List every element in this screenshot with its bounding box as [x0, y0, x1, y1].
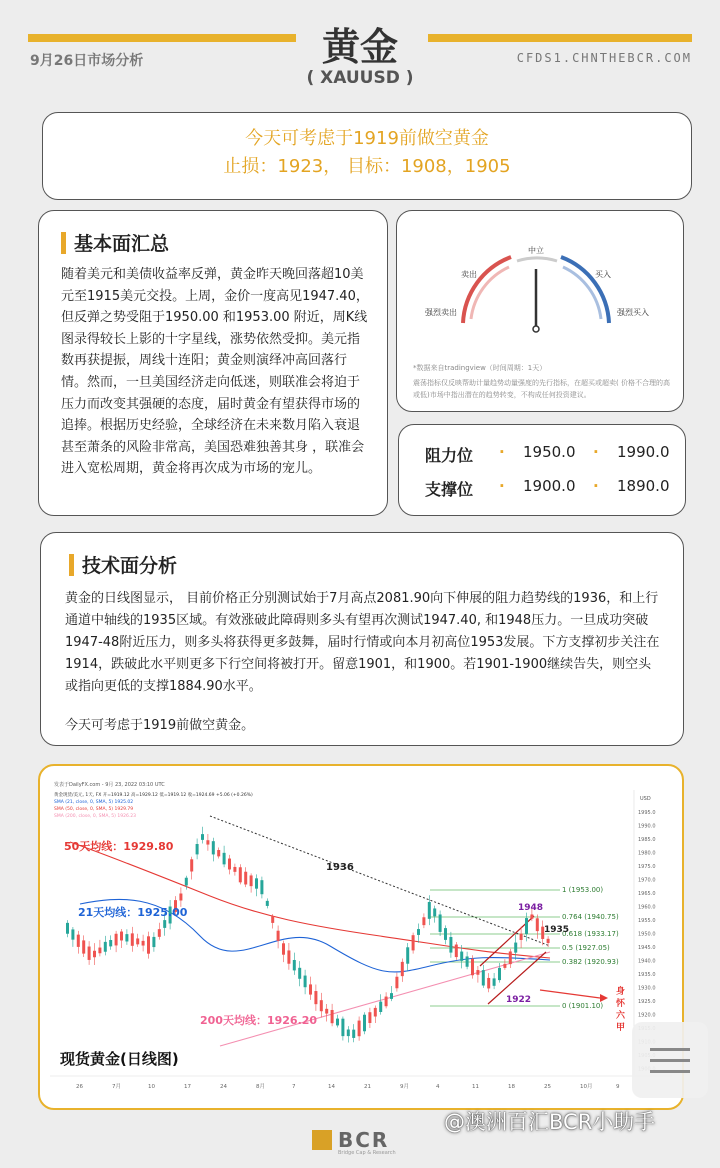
ma200-label: 200天均线：1926.20 [200, 1014, 318, 1027]
x-tick-label: 7 [292, 1084, 296, 1090]
technical-card [40, 532, 684, 746]
watermark: @澳洲百汇BCR小助手 [444, 1110, 656, 1134]
resistance-label: 阻力位 [425, 446, 474, 465]
candle [487, 978, 490, 988]
resistance-2: 1990.0 [617, 443, 670, 461]
candle [196, 844, 199, 854]
x-tick-label: 14 [328, 1084, 335, 1090]
strategy-line-1: 今天可考虑于1919前做空黄金 [245, 128, 489, 149]
x-tick-label: 10月 [580, 1084, 593, 1090]
menu-button[interactable] [632, 1022, 708, 1098]
gauge-source-note: *数据来自tradingview（时间周期：1天） [413, 364, 547, 372]
candle [217, 850, 220, 856]
x-tick-label: 18 [508, 1084, 515, 1090]
x-tick-label: 11 [472, 1084, 479, 1090]
candle [520, 934, 523, 940]
candle [406, 947, 409, 963]
candle [482, 970, 485, 985]
candle [266, 901, 269, 906]
candle [66, 923, 69, 934]
dot-icon: · [499, 477, 505, 495]
forecast-arrow [540, 990, 600, 998]
menu-line-icon [650, 1059, 690, 1062]
support-row [399, 477, 687, 507]
page-subtitle: ( XAUUSD ) [306, 68, 414, 88]
x-tick-label: 7月 [112, 1084, 121, 1090]
bcr-logo-icon [312, 1130, 332, 1150]
candle [136, 938, 139, 944]
candle [109, 940, 112, 946]
candle [131, 933, 134, 945]
y-tick-label: 1980.0 [638, 850, 656, 857]
candle [298, 968, 301, 979]
menu-line-icon [650, 1070, 690, 1073]
chart-legend-sma200: SMA (200, close, 0, SMA, 5) 1926.23 [54, 814, 136, 819]
y-tick-label: 1995.0 [638, 810, 656, 816]
strategy-card [42, 112, 692, 200]
x-tick-label: 8月 [256, 1084, 265, 1090]
candle [314, 991, 317, 1004]
support-label: 支撑位 [425, 480, 474, 499]
candle [223, 853, 226, 865]
candle [71, 929, 74, 939]
candle [390, 993, 393, 999]
page-title: 黄金 [321, 25, 398, 69]
ma50-label: 50天均线：1929.80 [64, 840, 174, 853]
chart-currency: USD [640, 796, 651, 802]
y-tick-label: 1920.0 [638, 1012, 656, 1019]
candle [536, 918, 539, 931]
candle [104, 942, 107, 952]
chart-card [38, 764, 684, 1110]
level-1935-label: 1935 [544, 925, 570, 935]
candle [433, 908, 436, 916]
y-tick-label: 1950.0 [638, 931, 656, 938]
candle [352, 1030, 355, 1038]
candle [244, 872, 247, 885]
levels-card [398, 424, 686, 516]
candle [525, 918, 528, 934]
technical-text: 黄金的日线图显示， 目前价格正分别测试始于7月高点2081.90向下伸展的阻力趋势线的1936，和上行通道中轴线的1935区域。有效涨破此障碍则多头有望再次测试1947.40, 和1948压力。一旦成功突破1947-48附近压力，则多头将获得更多鼓舞，届时行情或向本月初高位1953发展。下方支撑初步关注在1914，跌破此水平则更多下行空间将被打开。留意1901，和1900。若1901-1900继续告失，则空头或指向更低的支撑1884.90水平。 [65, 591, 660, 694]
annotation-4: 甲 [616, 1023, 626, 1033]
candle [530, 914, 533, 918]
candle [428, 902, 431, 919]
candle [147, 936, 150, 953]
candle [125, 934, 128, 941]
y-tick-label: 1930.0 [638, 985, 656, 992]
candle [547, 939, 550, 943]
candle [509, 951, 512, 964]
candle [115, 934, 118, 946]
candle [277, 931, 280, 941]
y-tick-label: 1970.0 [638, 877, 656, 884]
gauge-strong-buy-arc [561, 257, 609, 323]
candle [379, 1002, 382, 1012]
candle [239, 867, 242, 882]
gauge-strong-sell-arc [463, 257, 511, 323]
candle [385, 997, 388, 1007]
candle [271, 916, 274, 923]
support-2: 1890.0 [617, 477, 670, 495]
y-tick-label: 1935.0 [638, 972, 656, 978]
fib-label: 1 (1953.00) [562, 886, 604, 894]
candle [255, 878, 258, 888]
technical-heading [69, 551, 661, 578]
candle [93, 951, 96, 957]
fundamental-text: 随着美元和美债收益率反弹，黄金昨天晚回落超10美元至1915美元交投。上周，金价一度高见1947.40，但反弹之势受阻于1950.00 和1953.00 附近，周K线图录得较长上影的十字星线，涨势依然受抑。美元指数再获提振，周线十连阳；黄金则演绎冲高回落行情。然而，一旦美国经济走向低迷，则联准会将迫于压力而改变其强硬的态度，届时黄金有望获得市场的追捧。根据历史经验，全球经济在未来数月陷入衰退甚至萧条的风险非常高，美国恐难独善其身 ，联准会进入宽松周期，黄金将再次成为市场的宠儿。 [61, 267, 369, 477]
logo-subtext: Bridge Cap & Research [338, 1150, 396, 1156]
candle [471, 959, 474, 975]
dot-icon: · [593, 477, 599, 495]
heading-bar-icon [61, 232, 66, 254]
y-tick-label: 1975.0 [638, 864, 656, 870]
date-label: 9月26日市场分析 [30, 53, 144, 69]
candle [439, 914, 442, 931]
y-tick-label: 1960.0 [638, 904, 656, 911]
candle [77, 935, 80, 947]
annotation-1: 身 [616, 987, 626, 997]
gauge-label-sell: 卖出 [461, 270, 477, 279]
chart-image [50, 776, 672, 1098]
ma21-label: 21天均线：1925.00 [78, 906, 188, 919]
candle [444, 928, 447, 940]
candle [395, 977, 398, 989]
candle [287, 950, 290, 963]
chart-legend-sma50: SMA (50, close, 0, SMA, 5) 1929.79 [54, 807, 134, 812]
candle [309, 984, 312, 994]
candle [98, 948, 101, 954]
ma50-line [70, 842, 550, 958]
candle [503, 964, 506, 968]
gauge-needle-pivot [533, 326, 539, 332]
y-tick-label: 1965.0 [638, 891, 656, 897]
candle [466, 956, 469, 966]
gauge [397, 211, 685, 361]
site-label: CFDS1.CHNTHEBCR.COM [516, 51, 692, 65]
x-tick-labels [76, 1082, 620, 1090]
logo-text: BCR [338, 1128, 390, 1152]
candle [142, 941, 145, 946]
candle [363, 1015, 366, 1032]
candle [158, 929, 161, 937]
gauge-label-buy: 买入 [595, 270, 611, 279]
y-tick-label: 1990.0 [638, 823, 656, 830]
candle [206, 840, 209, 844]
candle [422, 917, 425, 925]
x-tick-label: 25 [544, 1084, 551, 1090]
candle [185, 878, 188, 886]
arrow-head-icon [600, 994, 608, 1002]
fib-label: 0 (1901.10) [562, 1002, 604, 1010]
x-tick-label: 17 [184, 1084, 191, 1090]
candle [228, 859, 231, 870]
candlesticks [66, 827, 550, 1043]
gauge-label-neutral: 中立 [528, 246, 544, 255]
level-1948-label: 1948 [518, 903, 544, 913]
candle [82, 940, 85, 953]
y-tick-label: 1940.0 [638, 958, 656, 965]
fib-label: 0.618 (1933.17) [562, 930, 619, 938]
level-1922-label: 1922 [506, 995, 532, 1005]
candle [293, 960, 296, 970]
candle [152, 937, 155, 947]
candle [179, 893, 182, 900]
y-tick-label: 1955.0 [638, 918, 656, 924]
menu-line-icon [650, 1048, 690, 1051]
candle [493, 978, 496, 985]
gauge-label-strong-buy: 强烈买入 [617, 308, 649, 317]
candle [347, 1030, 350, 1037]
candle [88, 947, 91, 960]
candle [250, 875, 253, 886]
candle [331, 1010, 334, 1023]
candle [212, 841, 215, 854]
candle [412, 935, 415, 950]
x-tick-label: 9月 [400, 1084, 409, 1090]
candle [460, 952, 463, 961]
y-tick-label: 1985.0 [638, 837, 656, 843]
technical-title: 技术面分析 [82, 555, 178, 577]
x-tick-label: 21 [364, 1084, 371, 1090]
gauge-disclaimer: 震荡指标仅反映帮助计量趋势动量强度的先行指标，在超买或超卖( 价格不合理的高或低)市场中指出潜在的趋势转变，不构成任何投资建议。 [413, 379, 670, 399]
dot-icon: · [499, 443, 505, 461]
header [0, 0, 720, 100]
candle [325, 1009, 328, 1014]
candle [368, 1012, 371, 1023]
gauge-label-strong-sell: 强烈卖出 [425, 308, 457, 317]
candle [190, 859, 193, 871]
candle [401, 962, 404, 976]
chart-source: 发表于DailyFX.com - 9月 23, 2022 03:10 UTC [54, 782, 165, 788]
chart-legend-sma21: SMA (21, close, 0, SMA, 5) 1925.02 [54, 800, 134, 805]
fundamental-title: 基本面汇总 [74, 233, 170, 255]
candle [455, 945, 458, 958]
resistance-1: 1950.0 [523, 443, 576, 461]
dot-icon: · [593, 443, 599, 461]
resistance-row [399, 443, 687, 473]
candle [120, 932, 123, 941]
candle [320, 1000, 323, 1011]
x-tick-label: 10 [148, 1084, 155, 1090]
candle [336, 1019, 339, 1026]
gold-daily-chart [50, 776, 672, 1098]
strategy-line-2: 止损：1923， 目标：1908，1905 [223, 156, 511, 177]
fundamental-card [38, 210, 388, 516]
technical-conclusion: 今天可考虑于1919前做空黄金。 [65, 718, 255, 733]
candle [304, 976, 307, 988]
candle [233, 867, 236, 872]
gauge-card [396, 210, 684, 412]
trendline-label: 1936 [326, 862, 354, 873]
candle [417, 929, 420, 935]
candle [476, 970, 479, 975]
candle [449, 937, 452, 953]
candle [498, 968, 501, 980]
candle [341, 1019, 344, 1036]
x-tick-label: 26 [76, 1084, 83, 1090]
chart-caption: 现货黄金(日线图) [60, 1050, 179, 1068]
x-tick-label: 24 [220, 1084, 227, 1090]
heading-bar-icon [69, 554, 74, 576]
fundamental-heading [61, 229, 371, 256]
chart-legend-price: 黄金现货/美元, 1天, FX 开=1919.12 高=1929.12 低=1919.12 收=1924.69 +5.06 (+0.26%) [54, 793, 253, 798]
y-tick-label: 1925.0 [638, 999, 656, 1005]
annotation-2: 怀 [616, 999, 626, 1009]
footer-logo [312, 1128, 408, 1154]
y-tick-label: 1945.0 [638, 945, 656, 951]
candle [374, 1008, 377, 1017]
annotation-3: 六 [616, 1011, 626, 1021]
candle [282, 943, 285, 954]
x-tick-label: 9 [616, 1084, 620, 1090]
candle [201, 834, 204, 840]
gauge-neutral-arc [517, 258, 557, 261]
candle [514, 943, 517, 953]
x-tick-label: 4 [436, 1084, 440, 1090]
candle [163, 920, 166, 928]
fib-label: 0.764 (1940.75) [562, 913, 619, 921]
candle [260, 880, 263, 894]
fib-label: 0.5 (1927.05) [562, 944, 610, 952]
support-1: 1900.0 [523, 477, 576, 495]
fib-label: 0.382 (1920.93) [562, 958, 619, 966]
candle [358, 1021, 361, 1037]
